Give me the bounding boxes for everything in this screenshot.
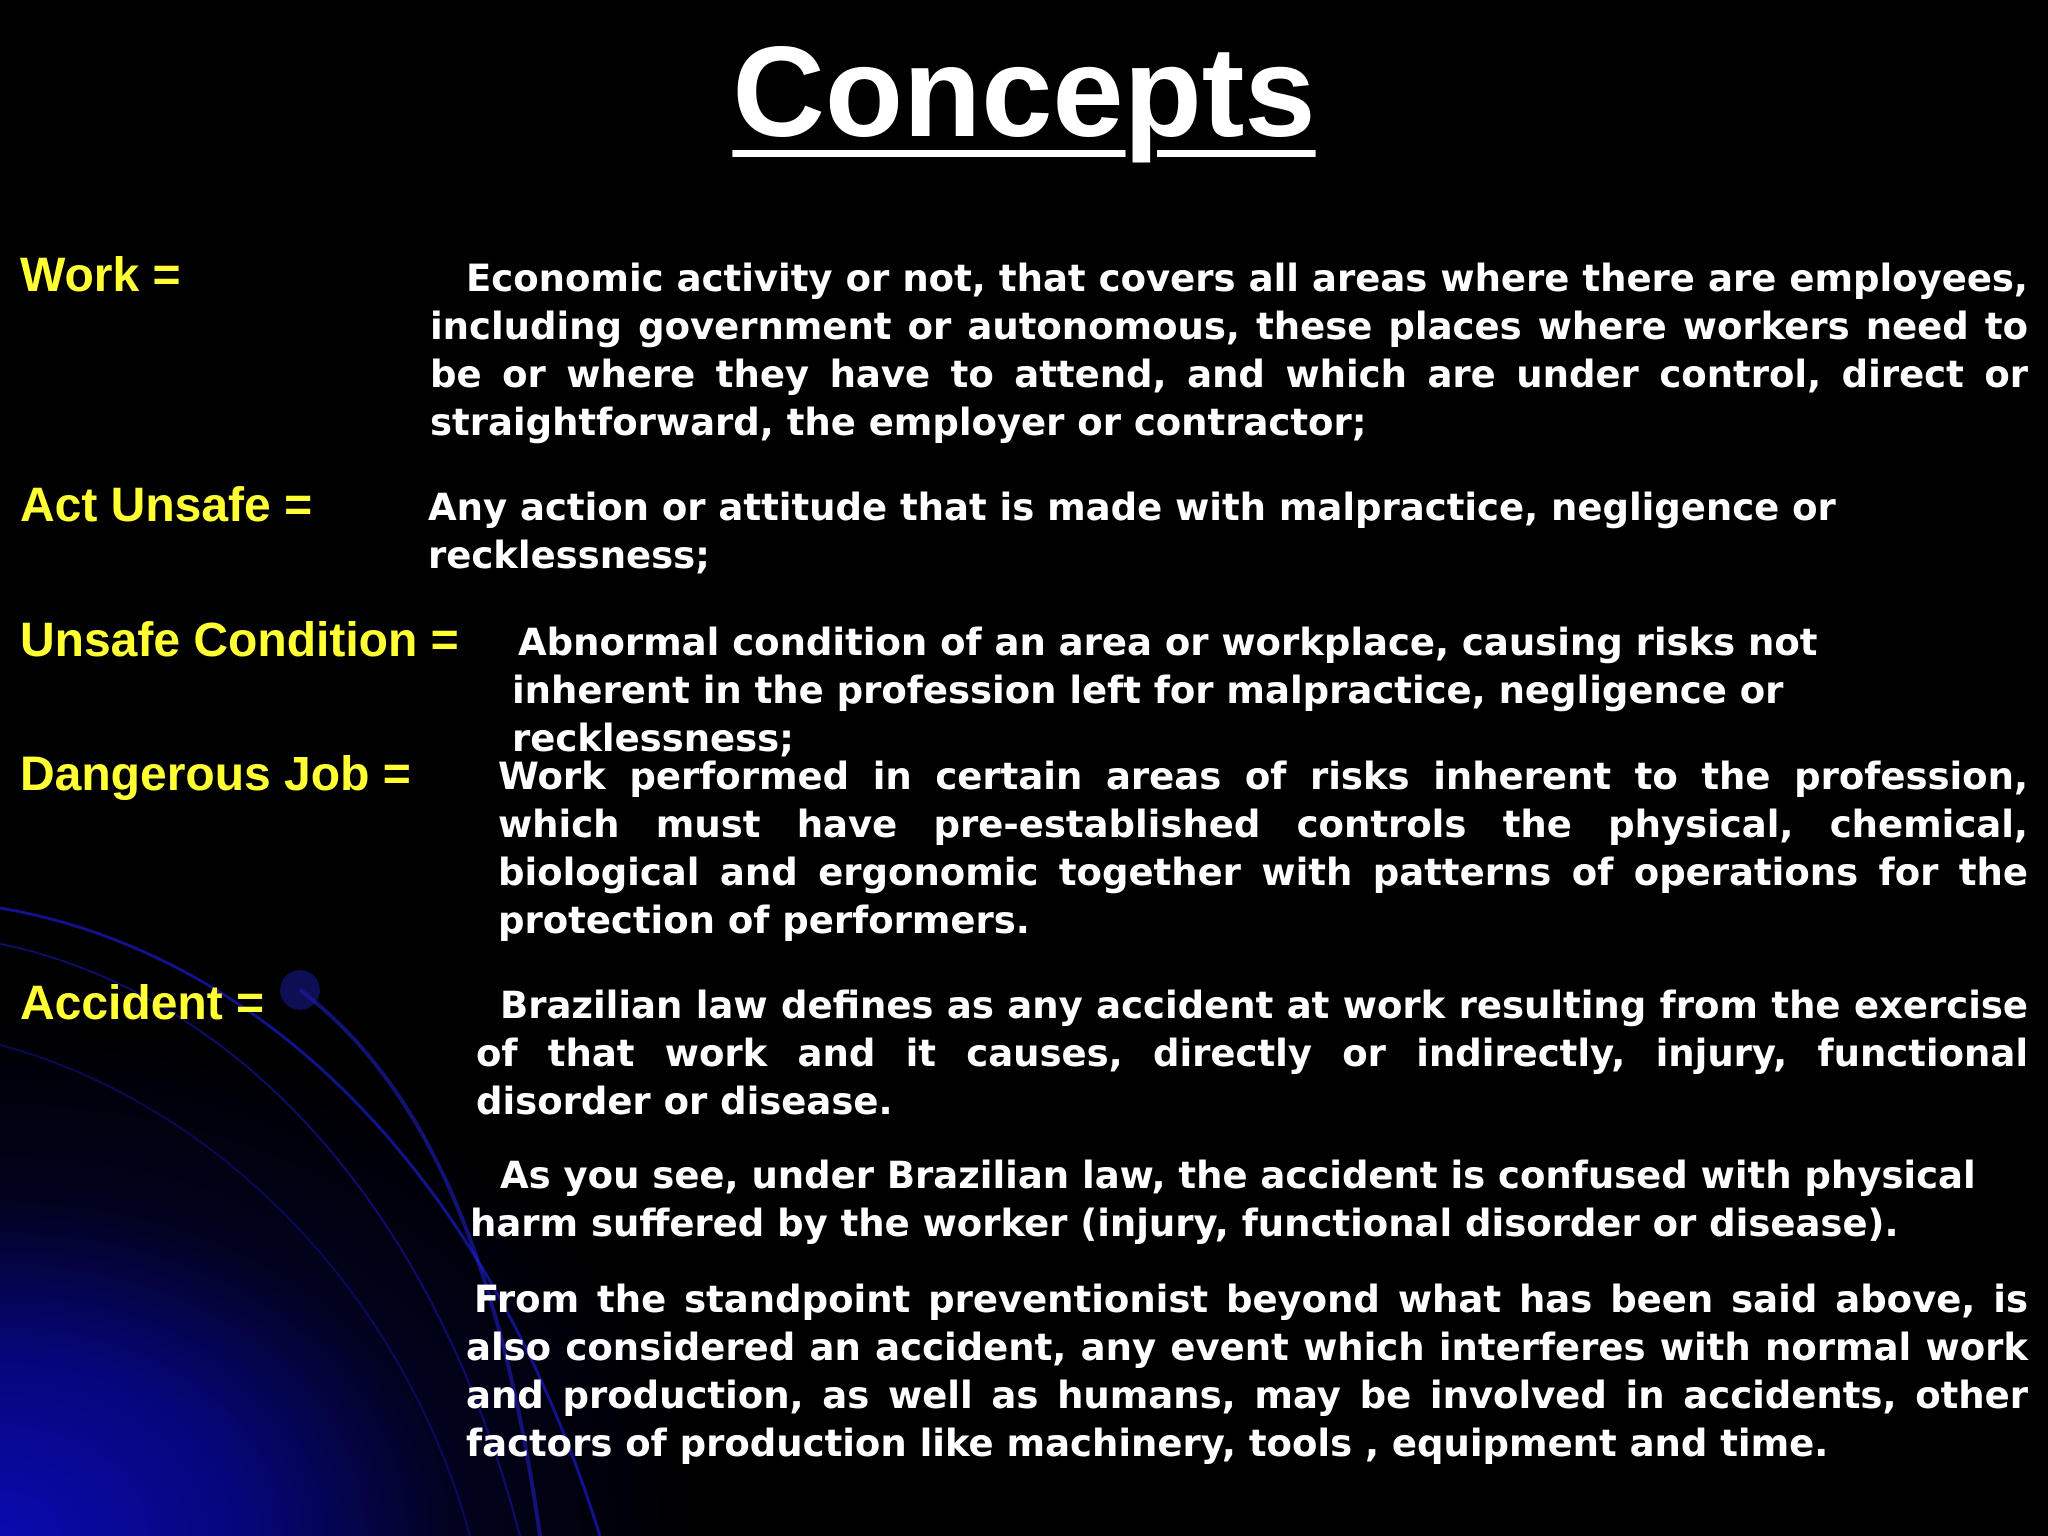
- definition-dangerous-job: Work performed in certain areas of risks inherent to the profession, which must have pre-established controls the physical, chemical, biological and ergonomic together with patterns of operations for the protection of performers.: [498, 755, 2028, 942]
- term-act-unsafe: Act Unsafe =: [20, 479, 313, 532]
- term-accident: Accident =: [20, 977, 265, 1030]
- accident-note-preventionist: From the standpoint preventionist beyond what has been said above, is also considered an accident, any event which interferes with normal work and production, as well as humans, may be involved in accidents, other factors of production like machinery, tools , equipment and time.: [466, 1278, 2028, 1465]
- term-work: Work =: [20, 249, 181, 302]
- definition-unsafe-condition: Abnormal condition of an area or workplace, causing risks not inherent in the profession left for malpractice, negligence or recklessness;: [512, 621, 1818, 760]
- accident-note-brazilian-law: As you see, under Brazilian law, the accident is confused with physical harm suffered by the worker (injury, functional disorder or disease).: [470, 1154, 1976, 1245]
- definition-act-unsafe: Any action or attitude that is made with malpractice, negligence or recklessness;: [428, 486, 1836, 577]
- definition-accident: Brazilian law defines as any accident at work resulting from the exercise of that work and it causes, directly or indirectly, injury, functional disorder or disease.: [476, 984, 2028, 1123]
- term-dangerous-job: Dangerous Job =: [20, 748, 411, 801]
- page-title: Concepts: [732, 21, 1316, 164]
- definition-work: Economic activity or not, that covers all areas where there are employees, including government or autonomous, these places where workers need to be or where they have to attend, and which are under control, direct or straightforward, the employer or contractor;: [430, 257, 2028, 444]
- term-unsafe-condition: Unsafe Condition =: [20, 614, 459, 667]
